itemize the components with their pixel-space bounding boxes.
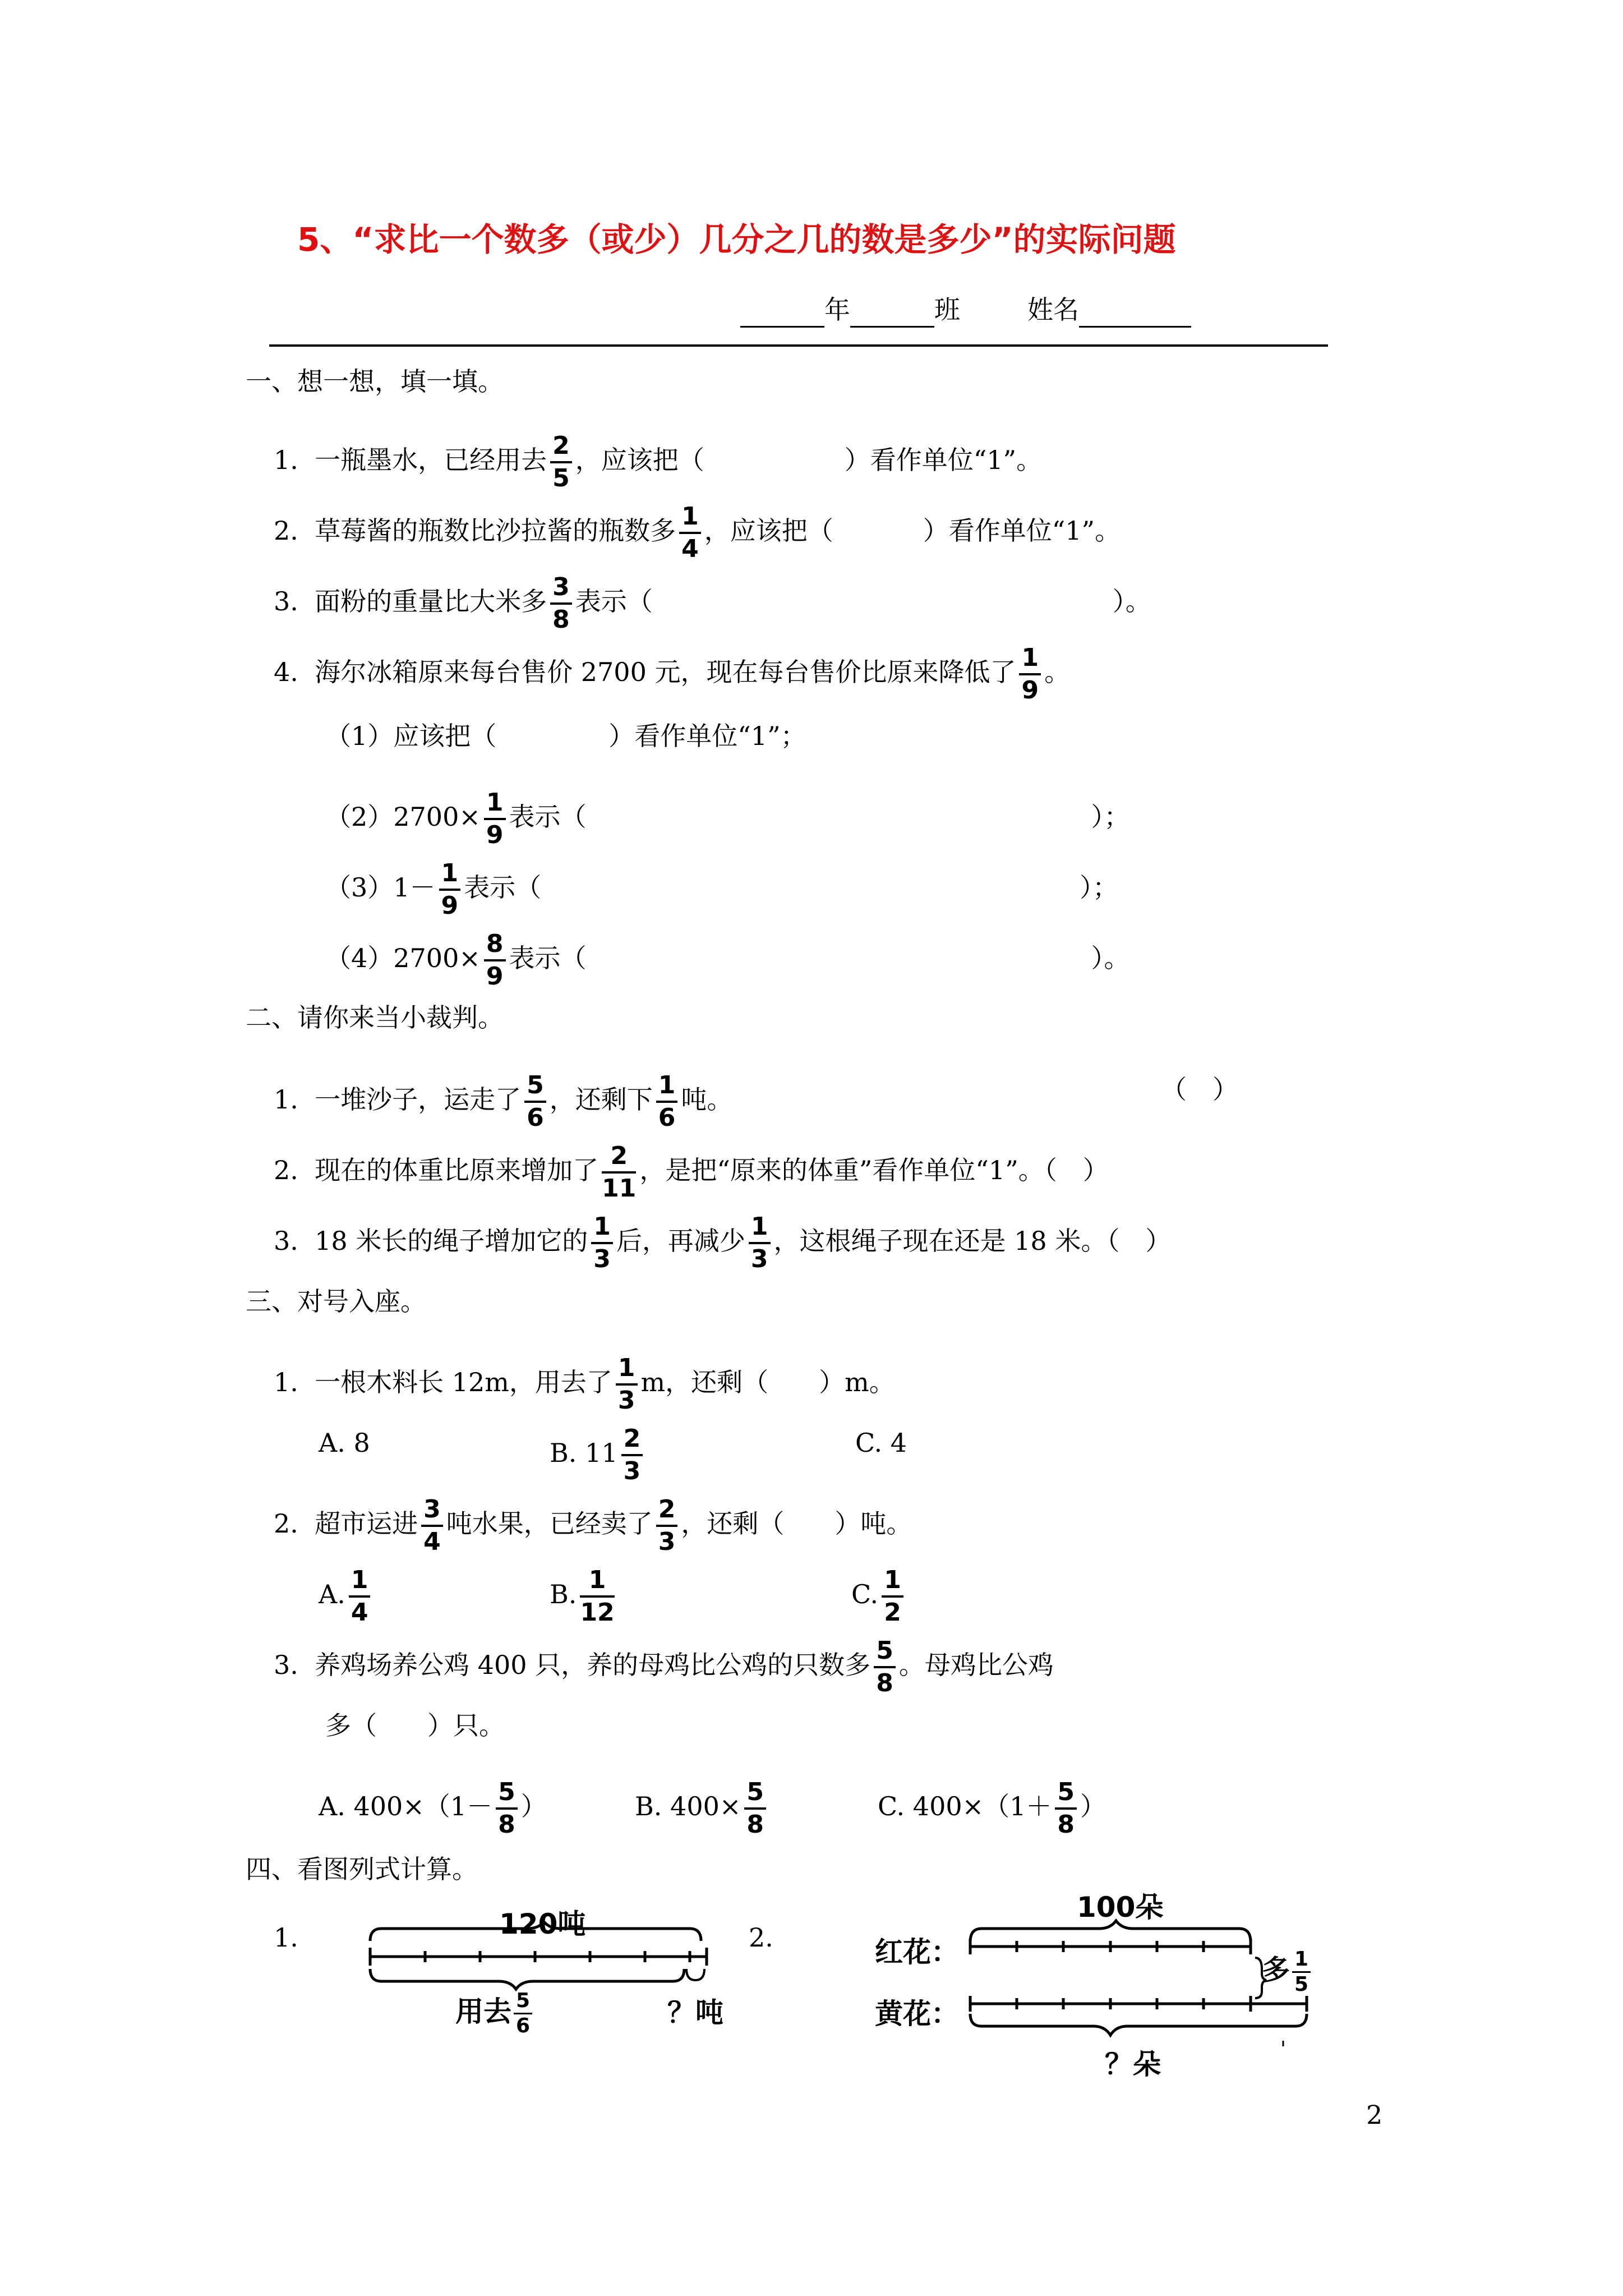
fraction: $\frac{1}{4}$: [679, 503, 701, 563]
fraction: $\frac{1}{9}$: [1019, 644, 1041, 705]
s3-q3: 3. 养鸡场养公鸡 400 只，养的母鸡比公鸡的只数多 $\frac{5}{8}$ 。母鸡比公鸡: [274, 1636, 1054, 1697]
page-title: 5、“求比一个数多（或少）几分之几的数是多少”的实际问题: [297, 220, 1176, 259]
year-label: 年: [824, 295, 850, 325]
diagram-1-total-label: 120吨: [499, 1908, 586, 1940]
s2-q1: 1. 一堆沙子，运走了 $\frac{5}{6}$ ，还剩下 $\frac{1}{6}$ 吨。: [274, 1071, 733, 1132]
diagram-2-more-label: 多 $\frac{1}{5}$: [1262, 1948, 1311, 1996]
year-blank[interactable]: [740, 298, 824, 328]
fraction: $\frac{1}{9}$: [484, 789, 506, 849]
fraction: $\frac{5}{6}$: [524, 1071, 546, 1132]
s2-q3: 3. 18 米长的绳子增加它的 $\frac{1}{3}$ 后，再减少 $\frac{1}{3}$ ，这根绳子现在还是 18 米。（ ）: [274, 1212, 1172, 1273]
s3-q3-option-b[interactable]: B. 400× $\frac{5}{8}$: [635, 1778, 769, 1839]
s3-q3-line2: 多（ ）只。: [325, 1710, 505, 1741]
s3-q2: 2. 超市运进 $\frac{3}{4}$ 吨水果，已经卖了 $\frac{2}{3}$ ，还剩（ ）吨。: [274, 1495, 912, 1556]
header-rule: [269, 344, 1328, 347]
s1-q3: 3. 面粉的重量比大米多 $\frac{3}{8}$ 表示（ ）。: [274, 573, 1151, 634]
diagram-2-red-label: 红花：: [875, 1936, 959, 1968]
diagram-2-ask-label: ？朵: [1105, 2048, 1161, 2081]
fraction: $\frac{5}{8}$: [744, 1778, 766, 1839]
fraction: $\frac{5}{8}$: [496, 1778, 518, 1839]
section-2-heading: 二、请你来当小裁判。: [246, 1002, 504, 1033]
s3-q2-option-a[interactable]: A. $\frac{1}{4}$: [319, 1566, 374, 1627]
section-1-heading: 一、想一想，填一填。: [246, 366, 504, 397]
s1-q1: 1. 一瓶墨水，已经用去 $\frac{2}{5}$ ，应该把（ ）看作单位“1”。: [274, 431, 1043, 493]
s3-q1-option-b[interactable]: B. 11 $\frac{2}{3}$: [550, 1425, 646, 1485]
diagram-2-number: 2.: [749, 1922, 773, 1953]
fraction: $\frac{3}{8}$: [550, 573, 572, 634]
fraction: $\frac{5}{6}$: [514, 1989, 532, 2038]
s3-q2-option-b[interactable]: B. $\frac{1}{12}$: [550, 1566, 615, 1627]
fraction: $\frac{1}{6}$: [656, 1071, 678, 1132]
fraction: $\frac{1}{3}$: [616, 1354, 638, 1415]
diagram-1-used-label: 用去 $\frac{5}{6}$: [455, 1989, 532, 2038]
fraction: $\frac{1}{9}$: [439, 859, 461, 920]
section-4-heading: 四、看图列式计算。: [246, 1854, 478, 1884]
s2-q1-judge-box[interactable]: （ ）: [1161, 1074, 1238, 1105]
page-number: 2: [1366, 2100, 1383, 2130]
fraction: $\frac{5}{8}$: [1055, 1778, 1077, 1839]
class-blank[interactable]: [850, 298, 934, 328]
s3-q1-option-a[interactable]: A. 8: [319, 1428, 370, 1458]
s3-q3-option-a[interactable]: A. 400×（1－ $\frac{5}{8}$ ）: [319, 1778, 547, 1839]
name-blank[interactable]: [1079, 298, 1191, 328]
fraction: $\frac{1}{3}$: [749, 1213, 771, 1273]
s1-q4-sub2: （2）2700× $\frac{1}{9}$ 表示（ ）；: [325, 788, 1130, 849]
fraction: $\frac{8}{9}$: [484, 930, 506, 991]
fraction: $\frac{5}{8}$: [874, 1637, 896, 1697]
s3-q1-option-c[interactable]: C. 4: [855, 1428, 907, 1458]
s3-q2-option-c[interactable]: C. $\frac{1}{2}$: [851, 1566, 907, 1627]
fraction: $\frac{2}{3}$: [621, 1425, 643, 1485]
diagram-1-rest-label: ？吨: [667, 1996, 723, 2029]
s1-q2: 2. 草莓酱的瓶数比沙拉酱的瓶数多 $\frac{1}{4}$ ，应该把（ ）看作单位“1”。: [274, 502, 1121, 563]
s1-q4-sub3: （3）1－ $\frac{1}{9}$ 表示（ ）；: [325, 859, 1119, 920]
fraction: $\frac{1}{2}$: [882, 1566, 903, 1627]
diagram-2-total-label: 100朵: [1077, 1891, 1164, 1924]
fraction: $\frac{2}{3}$: [656, 1496, 678, 1556]
fraction: $\frac{1}{3}$: [591, 1213, 613, 1273]
s1-q4-sub1: （1）应该把（ ）看作单位“1”；: [325, 721, 806, 751]
s3-q3-option-c[interactable]: C. 400×（1＋ $\frac{5}{8}$ ）: [878, 1778, 1106, 1839]
fraction: $\frac{2}{5}$: [550, 432, 572, 493]
fraction: $\frac{1}{12}$: [580, 1566, 615, 1627]
fraction: $\frac{2}{11}$: [602, 1142, 637, 1203]
section-3-heading: 三、对号入座。: [246, 1286, 426, 1317]
s1-q4-sub4: （4）2700× $\frac{8}{9}$ 表示（ ）。: [325, 930, 1130, 991]
diagram-1-number: 1.: [274, 1922, 298, 1953]
s1-q4: 4. 海尔冰箱原来每台售价 2700 元，现在每台售价比原来降低了 $\frac{1}{9}$ 。: [274, 643, 1071, 705]
class-name-line: [740, 292, 1191, 328]
fraction: $\frac{3}{4}$: [421, 1496, 443, 1556]
fraction: $\frac{1}{5}$: [1292, 1948, 1311, 1996]
name-label: 姓名: [1027, 295, 1079, 325]
s2-q2: 2. 现在的体重比原来增加了 $\frac{2}{11}$ ，是把“原来的体重”看作单位“1”。（ ）: [274, 1142, 1109, 1203]
diagram-2-yellow-label: 黄花：: [875, 1998, 959, 2030]
s3-q1: 1. 一根木料长 12m，用去了 $\frac{1}{3}$ m，还剩（ ）m。: [274, 1354, 895, 1415]
fraction: $\frac{1}{4}$: [349, 1566, 371, 1627]
diagram-1-bar: [359, 1918, 718, 1997]
class-label: 班: [934, 295, 960, 325]
